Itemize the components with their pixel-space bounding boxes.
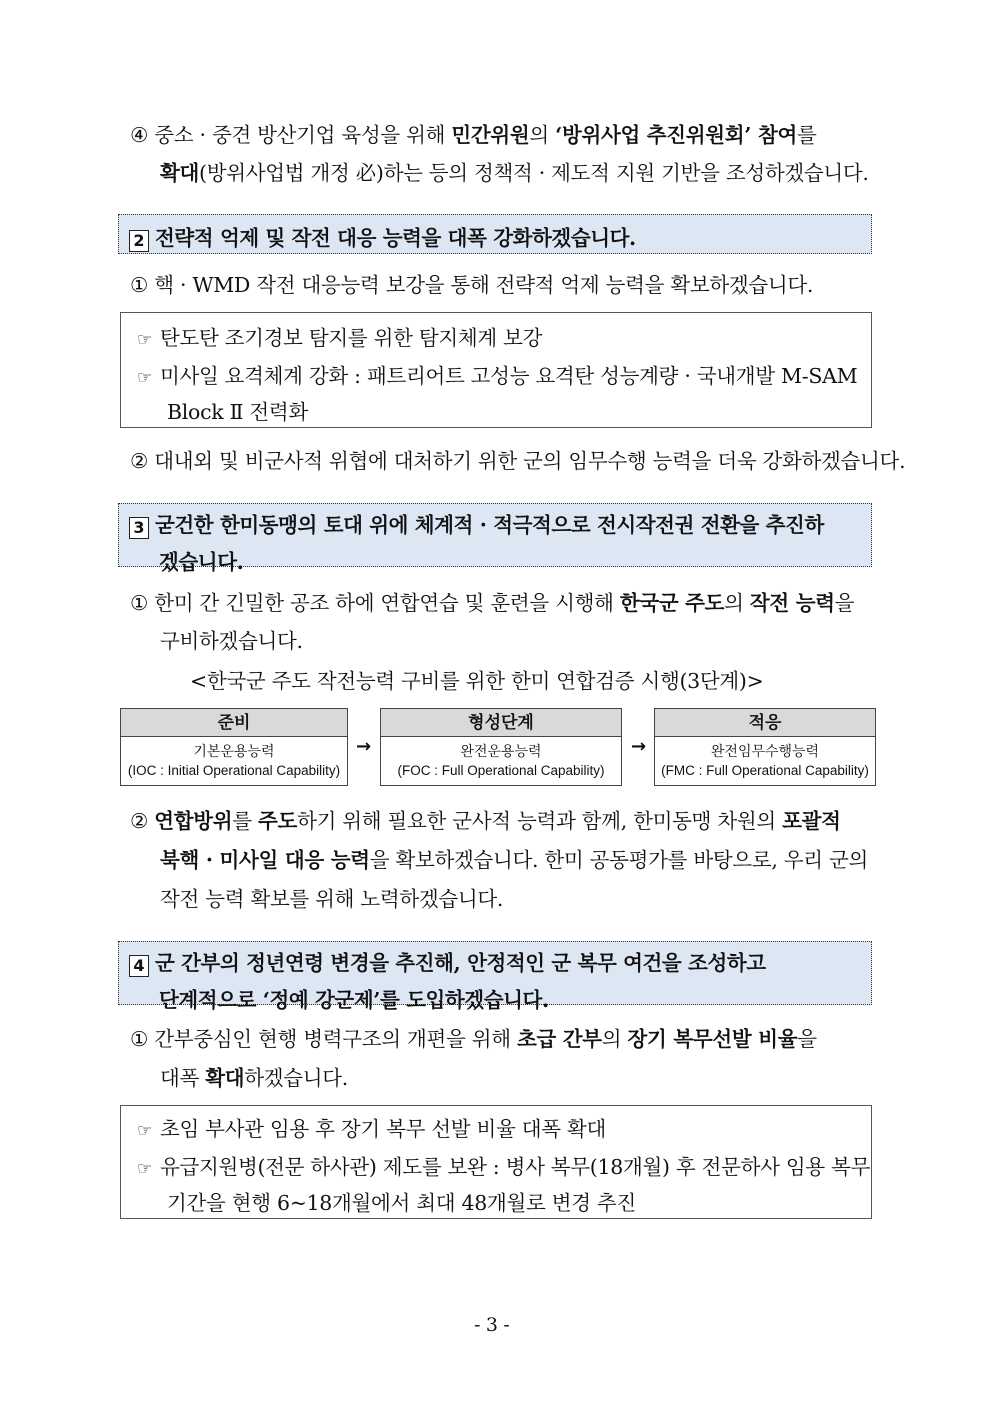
- note-item: ☞ 미사일 요격체계 강화 : 패트리어트 고성능 요격탄 성능계량 · 국내개발 M-SAM: [137, 364, 858, 388]
- flow-step-line2: (FMC : Full Operational Capability): [661, 763, 869, 778]
- pointing-hand-icon: ☞: [137, 330, 152, 350]
- section-3-item-1-line2: 구비하겠습니다.: [160, 629, 303, 653]
- circled-number: ②: [130, 449, 149, 473]
- section-3-item-2-line1: ② 연합방위를 주도하기 위해 필요한 군사적 능력과 함께, 한미동맹 차원의 포괄적: [130, 809, 841, 833]
- flow-step-head: 준비: [121, 709, 347, 737]
- section-number: 3: [129, 517, 149, 539]
- section-3-item-1-line1: ① 한미 간 긴밀한 공조 하에 연합연습 및 훈련을 시행해 한국군 주도의 작전 능력을: [130, 591, 855, 615]
- page-number: - 3 -: [474, 1314, 510, 1336]
- circled-number: ①: [130, 591, 149, 615]
- section-2-heading: [118, 214, 872, 254]
- flow-step-line2: (IOC : Initial Operational Capability): [127, 763, 341, 778]
- section-3-heading: [118, 503, 872, 574]
- flow-step-line1: 완전임무수행능력: [710, 744, 820, 760]
- figure-caption: <한국군 주도 작전능력 구비를 위한 한미 연합검증 시행(3단계)>: [190, 669, 764, 693]
- flow-step-head: 형성단계: [381, 709, 621, 737]
- section-3-item-2-line3: 작전 능력 확보를 위해 노력하겠습니다.: [160, 887, 504, 911]
- note-item-continuation: 기간을 현행 6~18개월에서 최대 48개월로 변경 추진: [167, 1191, 636, 1215]
- section-title: 군 간부의 정년연령 변경을 추진해, 안정적인 군 복무 여건을 조성하고: [155, 951, 766, 975]
- section-number: 2: [129, 230, 149, 252]
- note-item-continuation: Block Ⅱ 전력화: [167, 400, 308, 424]
- section-title: 전략적 억제 및 작전 대응 능력을 대폭 강화하겠습니다.: [155, 226, 636, 250]
- section-number: 4: [129, 955, 149, 977]
- right-arrow-icon: →: [631, 736, 647, 757]
- flow-step-line1: 완전운용능력: [460, 744, 542, 760]
- section-title-cont: 단계적으로 ‘정예 강군제’를 도입하겠습니다.: [159, 987, 549, 1012]
- section-title-cont: 겠습니다.: [159, 549, 244, 574]
- section-4-item-1-line1: ① 간부중심인 현행 병력구조의 개편을 위해 초급 간부의 장기 복무선발 비율을: [130, 1027, 817, 1051]
- right-arrow-icon: →: [356, 736, 372, 757]
- flow-step-2: [380, 708, 622, 786]
- circled-number: ①: [130, 273, 149, 297]
- pointing-hand-icon: ☞: [137, 368, 152, 388]
- note-item: ☞ 유급지원병(전문 하사관) 제도를 보완 : 병사 복무(18개월) 후 전문하사 임용 복무: [137, 1155, 871, 1179]
- flow-step-line1: 기본운용능력: [193, 744, 275, 760]
- section-4-item-1-line2: 대폭 확대하겠습니다.: [160, 1066, 348, 1090]
- para-4-line1: ④ 중소 · 중견 방산기업 육성을 위해 민간위원의 ‘방위사업 추진위원회’ 참여를: [130, 123, 817, 147]
- note-item: ☞ 탄도탄 조기경보 탐지를 위한 탐지체계 보강: [137, 326, 543, 350]
- section-3-item-2-line2: 북핵 · 미사일 대응 능력을 확보하겠습니다. 한미 공동평가를 바탕으로, 우리 군의: [160, 848, 869, 872]
- circled-number: ②: [130, 809, 149, 833]
- circled-number: ①: [130, 1027, 149, 1051]
- note-box-2: [120, 1105, 872, 1219]
- pointing-hand-icon: ☞: [137, 1121, 152, 1141]
- flow-step-line2: (FOC : Full Operational Capability): [397, 763, 605, 778]
- section-2-item-1: ① 핵 · WMD 작전 대응능력 보강을 통해 전략적 억제 능력을 확보하겠습니다.: [130, 273, 814, 297]
- para-4-line2: 확대(방위사업법 개정 必)하는 등의 정책적 · 제도적 지원 기반을 조성하겠습니다.: [160, 161, 869, 185]
- pointing-hand-icon: ☞: [137, 1159, 152, 1179]
- note-item: ☞ 초임 부사관 임용 후 장기 복무 선발 비율 대폭 확대: [137, 1117, 606, 1141]
- section-4-heading: [118, 941, 872, 1012]
- flow-step-3: [654, 708, 876, 786]
- section-2-item-2: ② 대내외 및 비군사적 위협에 대처하기 위한 군의 임무수행 능력을 더욱 강화하겠습니다.: [130, 449, 906, 473]
- section-title: 굳건한 한미동맹의 토대 위에 체계적 · 적극적으로 전시작전권 전환을 추진하: [155, 513, 824, 537]
- circled-number: ④: [130, 123, 149, 147]
- flow-step-head: 적응: [655, 709, 875, 737]
- note-box-1: [120, 312, 872, 428]
- flow-step-1: [120, 708, 348, 786]
